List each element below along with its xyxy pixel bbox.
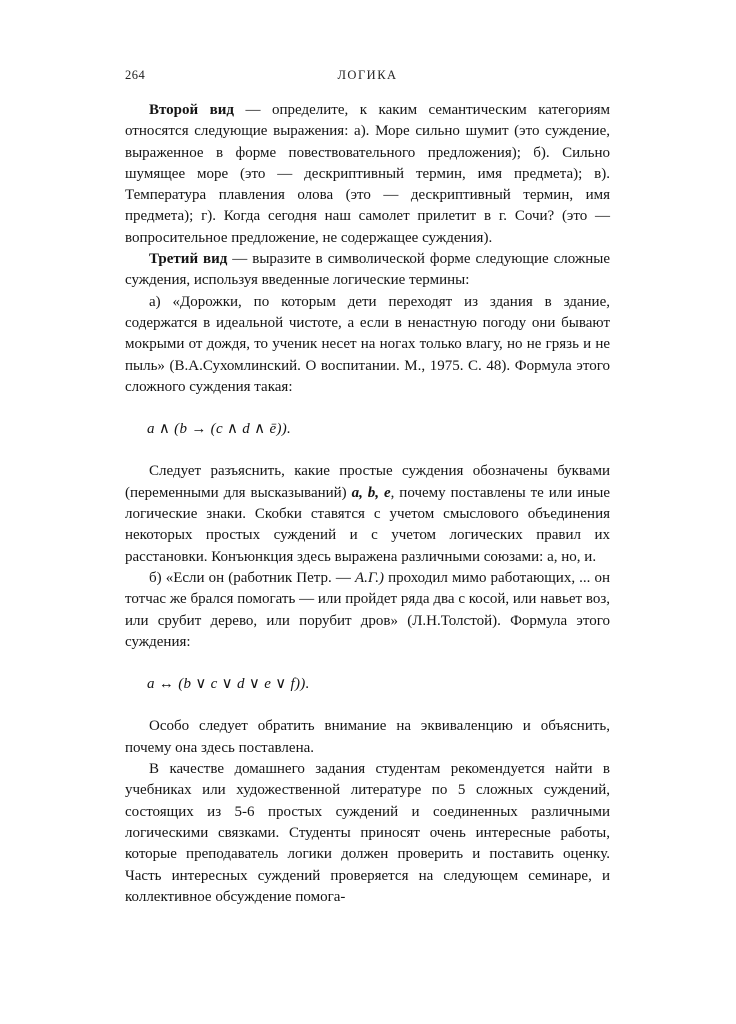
author-initials: А.Г.) <box>354 569 384 586</box>
para-homework: В качестве домашнего задания студентам рекомендуется найти в учебниках или художественной литературе по 5 сложных суждений, состоящих из 5-6 простых суждений и соединенных различными логическими связками. Студенты приносят очень интересные работы, которые преподаватель логики должен проверить и поставить оценку. Часть интересных суждений проверяется на следующем семинаре, и коллективное обсуждение помога- <box>125 761 610 905</box>
para-example-b-post: проходил мимо работающих, ... он тотчас же брался помогать — или пройдет ряда два с косой, или навьет воз, или срубит дерево, или порубит дров» (Л.Н.Толстой). Формула этого суждения: <box>125 569 611 650</box>
para-second-type <box>125 100 610 249</box>
running-title: ЛОГИКА <box>337 68 398 82</box>
para-example-b-pre: б) «Если он (работник Петр. — <box>149 569 355 586</box>
formula-b: a ↔ (b ∨ c ∨ d ∨ e ∨ f)). <box>147 676 310 693</box>
para-explanation-post: , почему поставлены те или иные логические знаки. Скобки ставятся с учетом смыслового объединения некоторых простых суждений и с учетом логических правил их расстановки. Конъюнкция здесь выражена различными союзами: а, но, и. <box>125 484 610 565</box>
para-third-type-lead: Третий вид <box>149 251 228 268</box>
para-example-b <box>125 568 610 653</box>
para-example-a: а) «Дорожки, по которым дети переходят из здания в здание, содержатся в идеальной чистоте, а если в ненастную погоду они бывают мокрыми от дождя, то ученик несет на ногах только влагу, но не грязь и не пыль» (В.А.Сухомлинский. О воспитании. М., 1975. С. 48). Формула этого сложного суждения такая: <box>125 293 610 395</box>
para-second-type-lead: Второй вид <box>149 102 234 118</box>
para-explanation <box>125 461 610 567</box>
para-third-type <box>125 249 610 292</box>
para-third-type-text: — выразите в символической форме следующие сложные суждения, используя введенные логические термины: <box>125 251 610 289</box>
page-number: 264 <box>125 68 146 82</box>
page-body-text <box>125 100 610 908</box>
para-second-type-text: — определите, к каким семантическим категориям относятся следующие выражения: а). Море сильно шумит (это суждение, выраженное в форме повествовательного предложения); б). Сильно шумящее море (это — дескриптивный термин, имя предмета); в). Температура плавления олова (это — дескриптивный термин, имя предмета); г). Когда сегодня наш самолет прилетит в г. Сочи? (это — вопросительное предложение, не содержащее суждения). <box>125 102 610 246</box>
formula-variables: a, b, e <box>351 484 391 501</box>
formula-a: a ∧ (b → (c ∧ d ∧ ē)). <box>147 421 292 438</box>
page-header <box>125 68 610 84</box>
para-explanation-pre: Следует разъяснить, какие простые суждения обозначены буквами (переменными для высказываний) <box>125 463 610 501</box>
para-equivalence: Особо следует обратить внимание на эквиваленцию и объяснить, почему она здесь поставлена. <box>125 718 610 756</box>
